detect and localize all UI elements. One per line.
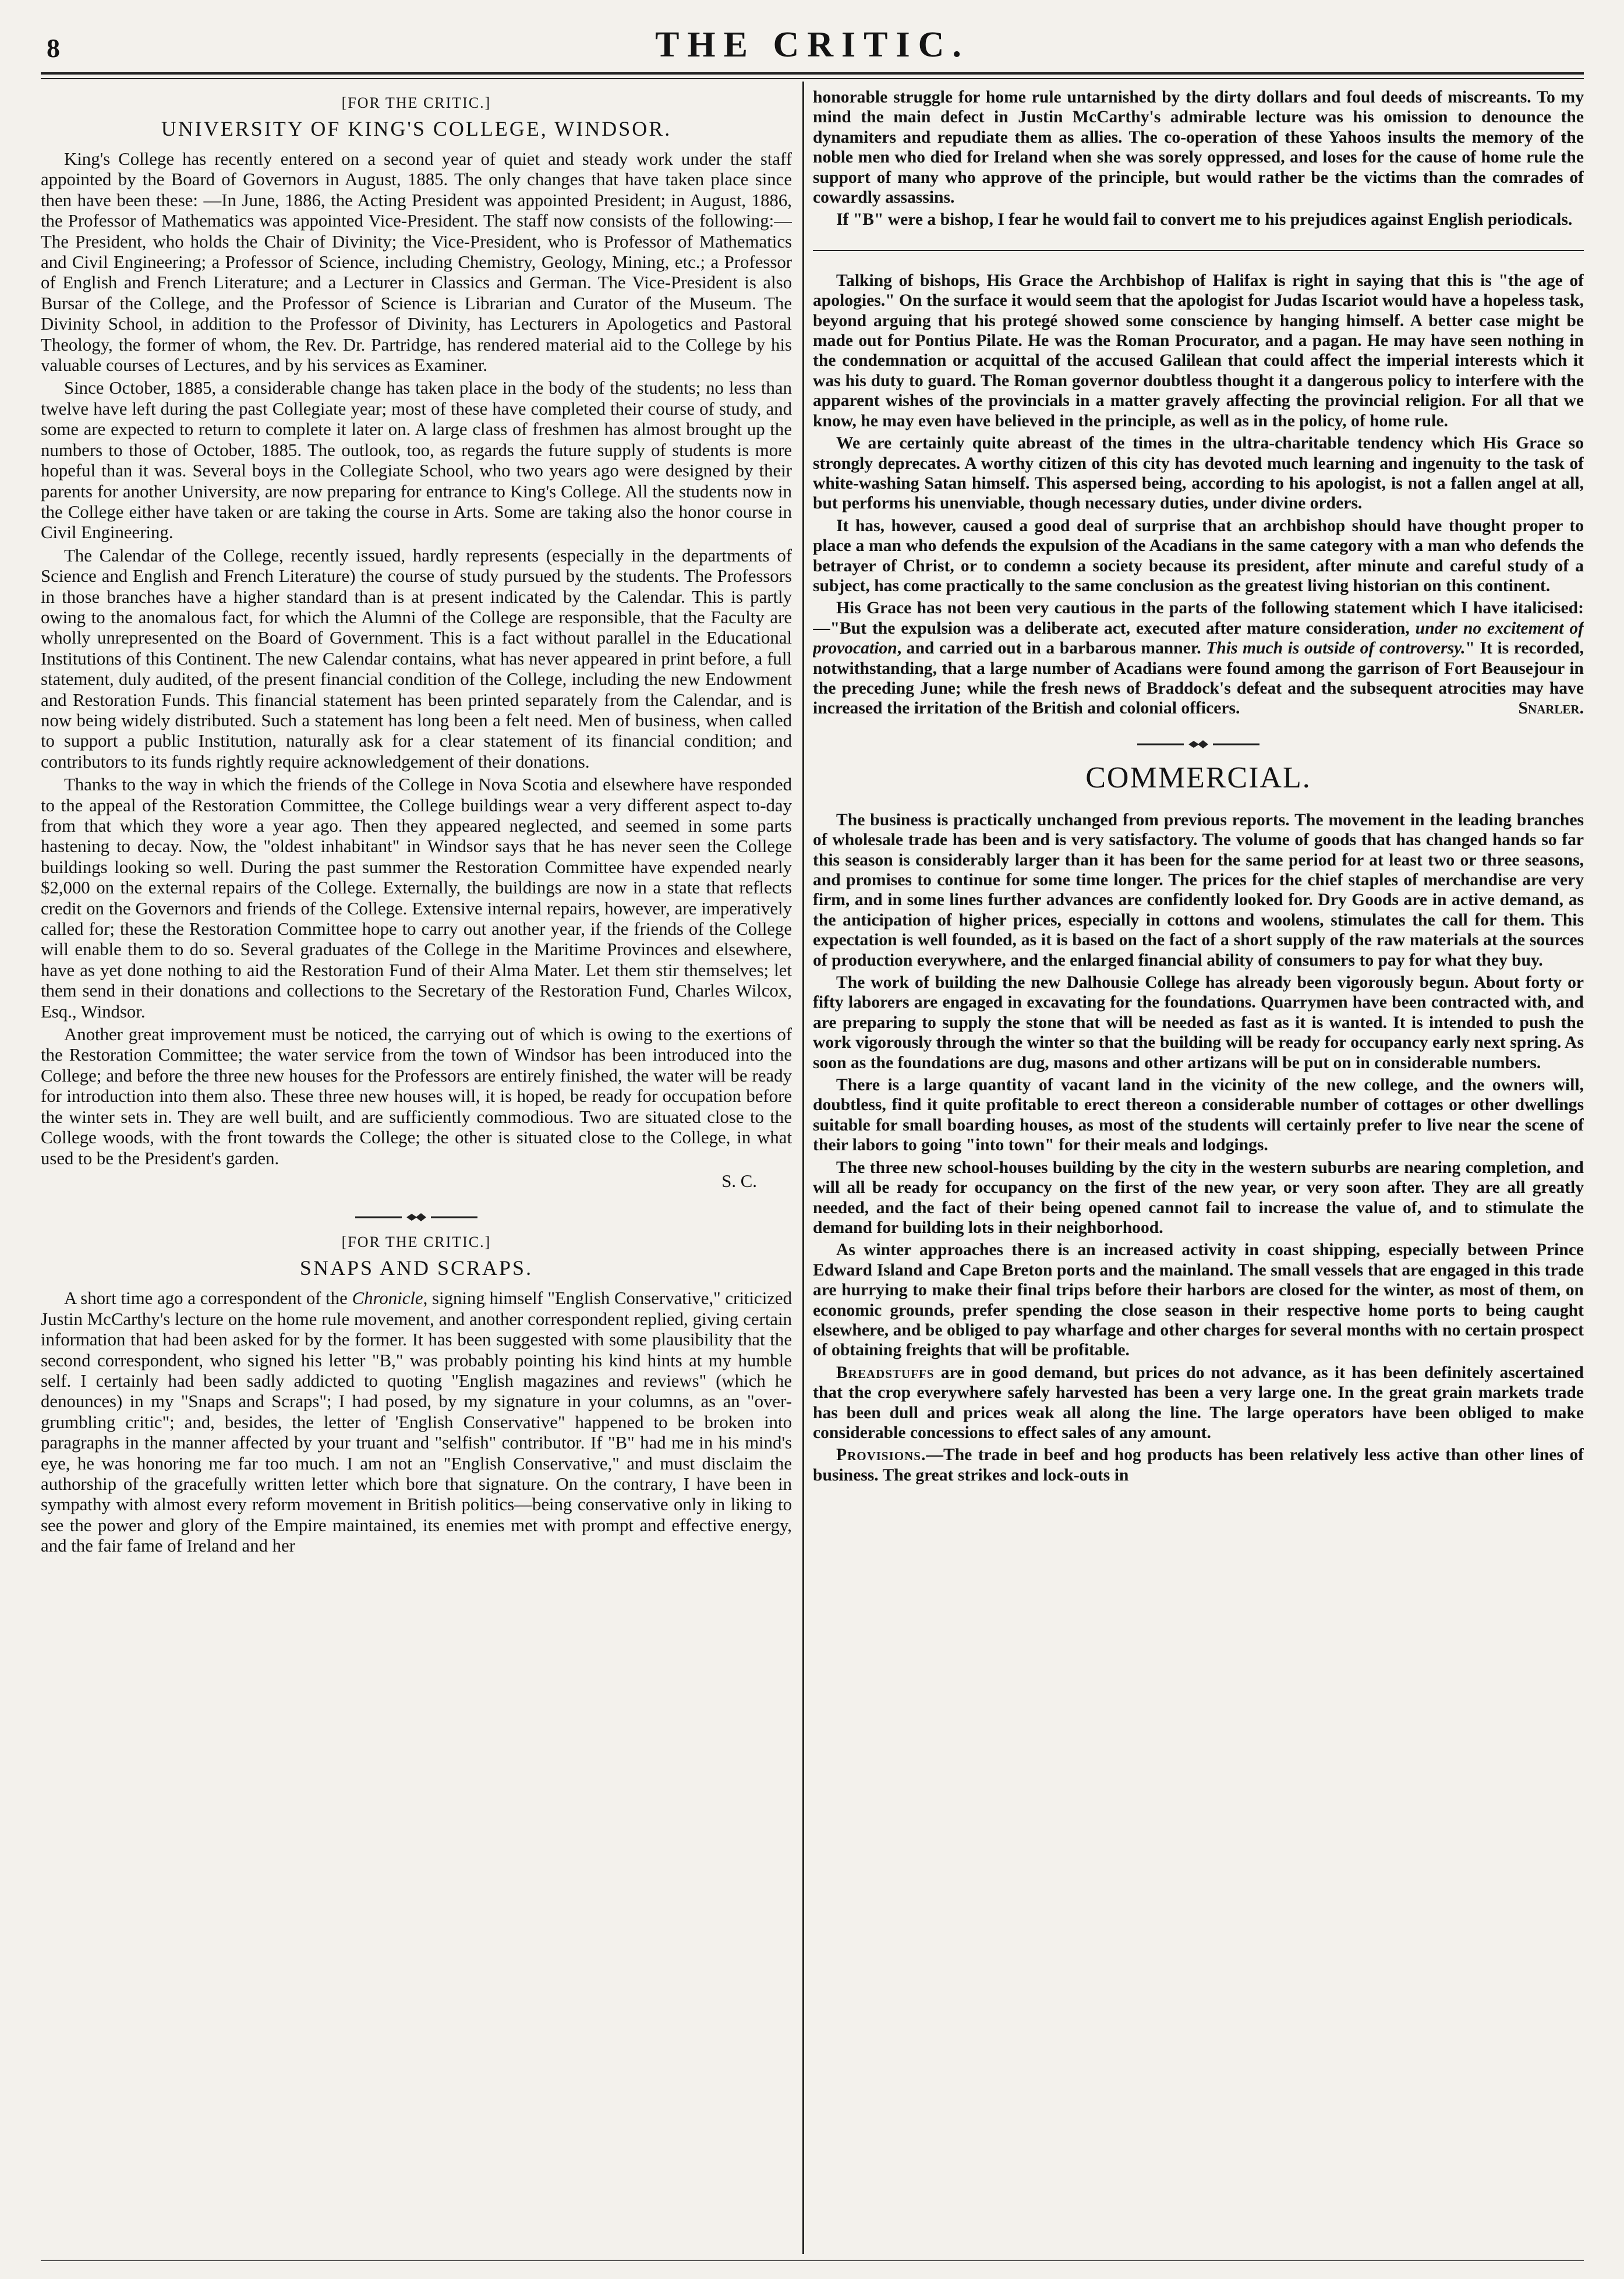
article-paragraph: The work of building the new Dalhousie College has already been vigorously begun. About forty or fifty laborers are engaged in excavating for the foundations. Quarrymen have been contracted with, and are preparing to supply the stone that will be needed as fast as it is wanted. It is intended to push the work vigorously through the winter so that the building will be ready for occupancy early next spring. As soon as the foundations are dug, masons and other artizans will be put on in considerable numbers. <box>813 973 1584 1072</box>
article-paragraph: It has, however, caused a good deal of surprise that an archbishop should have thought proper to place a man who defends the expulsion of the Acadians in the same category with a man who defends the betrayer of Christ, or to condemn a society because its president, after minute and careful study of a subject, has come practically to the same conclusion as the greatest living historian on this continent. <box>813 516 1584 595</box>
masthead-title: THE CRITIC. <box>655 25 970 65</box>
article-paragraph: If "B" were a bishop, I fear he would fail to convert me to his prejudices against English periodicals. <box>836 210 1573 229</box>
section-heading-commercial: COMMERCIAL. <box>1085 761 1311 794</box>
article-paragraph: As winter approaches there is an increased activity in coast shipping, especially between Prince Edward Island and Cape Breton ports and the mainland. The small vessels that are engaged in this trade are hurrying to make their final trips before their harbors are closed for the winter, as most of them, on economic grounds, prefer spending the close season in their respective home ports to being caught elsewhere, and be obliged to pay wharfage and other charges for several months with no certain prospect of obtaining freights that will be profitable. <box>813 1241 1584 1360</box>
article-paragraph: Since October, 1885, a considerable change has taken place in the body of the students; no less than twelve have left during the past Collegiate year; most of these have completed their course of study, and some are expected to return to complete it later on. A large class of freshmen has almost brought up the numbers to those of October, 1885. The outlook, too, as regards the future supply of students is more hopeful than it was. Several boys in the Collegiate School, who two years ago were designed by their parents for another University, are now preparing for entrance to King's College. All the students now in the College either have taken or are taking the course in Arts. Some are taking also the honor course in Civil Engineering. <box>41 378 792 543</box>
run-in-heading: Provisions. <box>836 1446 926 1465</box>
article-paragraph: Thanks to the way in which the friends of the College in Nova Scotia and elsewhere have responded to the appeal of the Restoration Committee, the College buildings wear a very different aspect to-day from that which they wore a year ago. Then they appeared neglected, and seemed in some parts hastening to decay. Now, the "oldest inhabitant" in Windsor says that he has never seen the College buildings looking so well. During the past summer the Restoration Committee have expended nearly $2,000 on the external repairs of the College. Externally, the buildings are now in a state that reflects credit on the Governors and friends of the College. Extensive internal repairs, however, are imperatively called for; these the Restoration Committee hope to carry out another year, if the friends of the College will enable them to do so. Several graduates of the College in the Maritime Provinces and elsewhere, have as yet done nothing to aid the Restoration Fund of their Alma Mater. Let them stir themselves; let them send in their donations and collections to the Secretary of the Restoration Fund, Charles Wilcox, Esq., Windsor. <box>41 775 792 1022</box>
article-paragraph: We are certainly quite abreast of the times in the ultra-charitable tendency which His Grace so strongly deprecates. A worthy citizen of this city has devoted much learning and ingenuity to the task of white-washing Satan himself. This aspersed being, according to his apologist, is not a fallen angel at all, but performs his unenviable, though necessary duties, under divine orders. <box>813 434 1584 513</box>
header-rule-thin <box>41 78 1584 79</box>
article-paragraph: The Calendar of the College, recently issued, hardly represents (especially in the departments of Science and English and French Literature) the course of study pursued by the students. The Professors in those branches have a higher standard than is at present indicated by the Calendar. This is partly owing to the anomalous fact, for which the Alumni of the College are responsible, that the Faculty are wholly unrepresented on the Board of Government. This is a fact without parallel in the Educational Institutions of this Continent. The new Calendar contains, what has never appeared in print before, a full statement, duly audited, of the present financial condition of the College, including the new Endowment and Restoration Funds. This financial statement has been printed separately from the Calendar, and is now being widely distributed. Such a statement has long been a felt need. Men of business, when called to support a public Institution, naturally ask for a clear statement of its financial condition; and contributors to its funds rightly require acknowledgement of their donations. <box>41 545 792 772</box>
article-paragraph: The business is practically unchanged from previous reports. The movement in the leading branches of wholesale trade has been and is very satisfactory. The volume of goods that has changed hands so far this season is considerably larger than it has been for the same period for at least two or three seasons, and promises to continue for some time longer. The prices for the chief staples of merchandise are very firm, and in some lines further advances are confidently looked for. Dry Goods are in active demand, as the anticipation of higher prices, especially in cottons and woolens, stimulates the call for them. This expectation is well founded, as it is based on the fact of a short supply of the raw materials at the sources of production everywhere, and the enlarged financial ability of consumers to pay for what they buy. <box>813 810 1584 970</box>
section-ornament <box>355 1211 477 1223</box>
article-paragraph: Provisions.—The trade in beef and hog products has been relatively less active than other lines of business. The great strikes and lock-outs in <box>813 1446 1584 1485</box>
article-signature: Snarler. <box>1518 699 1584 718</box>
section-rule <box>813 250 1584 251</box>
article-paragraph: The three new school-houses building by the city in the western suburbs are nearing completion, and will all be ready for occupancy on the first of the new year, or very soon after. They are all greatly needed, and the fact of their being opened cannot fail to increase the value of, and to stimulate the demand for building lots in their neighborhood. <box>813 1158 1584 1237</box>
article-paragraph: honorable struggle for home rule untarnished by the dirty dollars and foul deeds of miscreants. To my mind the main defect in Justin McCarthy's admirable lecture was his omission to denounce the dynamiters and repudiate them as allies. The co-operation of these Yahoos insults the memory of the noble men who died for Ireland when she was sorely oppressed, and loses for the cause of home rule the support of many who approve of the principle, but would rather be the victims than the comrades of cowardly assassins. <box>813 88 1584 207</box>
footer-rule <box>41 2260 1584 2261</box>
section-ornament <box>1137 739 1259 750</box>
article-credit: [FOR THE CRITIC.] <box>341 94 491 111</box>
page-header <box>41 21 1584 68</box>
article-paragraph: There is a large quantity of vacant land in the vicinity of the new college, and the owners will, doubtless, find it quite profitable to erect thereon a considerable number of cottages or other dwellings suitable for small boarding houses, as most of the students will certainly prefer to live near the scene of their labors to going "into town" for their meals and lodgings. <box>813 1076 1584 1155</box>
article-signature: S. C. <box>721 1171 757 1191</box>
left-column <box>41 87 792 2260</box>
article-paragraph: His Grace has not been very cautious in the parts of the following statement which I have italicised:—"But the expulsion was a deliberate act, executed after mature consideration, under no excitement of provocation, and carried out in a barbarous manner. This much is outside of controversy." It is recorded, notwithstanding, that a large number of Acadians were found among the garrison of Fort Beausejour in the preceding June; while the fresh news of Braddock's defeat and the subsequent atrocities may have increased the irritation of the British and colonial officers. Snarler. <box>813 599 1584 718</box>
article-title: SNAPS AND SCRAPS. <box>299 1256 533 1280</box>
column-divider <box>802 82 804 2254</box>
page-number: 8 <box>47 33 60 63</box>
article-paragraph: Another great improvement must be noticed, the carrying out of which is owing to the exertions of the Restoration Committee; the water service from the town of Windsor has been introduced into the College; and before the three new houses for the Professors are entirely finished, the water will be ready for introduction into them also. These three new houses will, it is hoped, be ready for occupation before the winter sets in. They are well built, and are sufficiently commodious. Two are situated close to the College woods, with the front towards the College; the other is situated close to the College, in what used to be the President's garden. <box>41 1024 792 1168</box>
right-column <box>813 87 1584 2260</box>
article-credit: [FOR THE CRITIC.] <box>341 1234 491 1251</box>
article-paragraph: Talking of bishops, His Grace the Archbishop of Halifax is right in saying that this is "the age of apologies." On the surface it would seem that the apologist for Judas Iscariot would have a hopeless task, beyond arguing that his protegé showed some conscience by hanging himself. A better case might be made out for Pontius Pilate. He was the Roman Procurator, and a pagan. He may have seen nothing in the condemnation or acquittal of the accused Galilean that could affect the imperial interests which it was his duty to guard. The Roman governor doubtless thought it a dangerous policy to interfere with the apparent wishes of the provincials in a matter gravely affecting the provincial religion. For all that we know, he may even have believed in the principle, as well as in the policy, of home rule. <box>813 271 1584 430</box>
article-paragraph: Breadstuffs are in good demand, but prices do not advance, as it has been definitely ascertained that the crop everywhere safely harvested has been a very large one. In the great grain markets trade has been dull and prices weak all along the line. The large operators have been obliged to make considerable concessions to effect sales of any amount. <box>813 1363 1584 1442</box>
run-in-heading: Breadstuffs <box>836 1363 935 1382</box>
article-title: UNIVERSITY OF KING'S COLLEGE, WINDSOR. <box>161 117 672 140</box>
header-rule <box>41 72 1584 75</box>
article-paragraph: A short time ago a correspondent of the Chronicle, signing himself "English Conservative," criticized Justin McCarthy's lecture on the home rule movement, and another correspondent replied, giving certain information that had been asked for by the former. It has been suggested with some plausibility that the second correspondent, who signed his letter "B," was probably pointing his kind hints at my humble self. I certainly had been sadly addicted to quoting "English magazines and reviews" (which he denounces) in my "Snaps and Scraps"; I had posed, by my signature in your columns, as an "over-grumbling critic"; and, besides, the letter of 'English Conservative" happened to be broken into paragraphs in the manner affected by your truant and "selfish" contributor. If "B" had me in his mind's eye, he was honoring me far too much. I am not an "English Conservative," and must disclaim the authorship of the gracefully written letter which bore that signature. On the contrary, I have been in sympathy with almost every reform movement in British politics—being conservative only in liking to see the power and glory of the Empire maintained, its enemies met with prompt and effective energy, and the fair fame of Ireland and her <box>41 1288 792 1556</box>
article-paragraph: King's College has recently entered on a second year of quiet and steady work under the staff appointed by the Board of Governors in August, 1885. The only changes that have taken place since then have been these: —In June, 1886, the Acting President was appointed President; in August, 1886, the Professor of Mathematics was appointed Vice-President. The staff now consists of the following:—The President, who holds the Chair of Divinity; the Vice-President, who is Professor of Mathematics and Civil Engineering; a Professor of Science, including Chemistry, Geology, Mining, etc.; a Professor of English and French Literature; and a Lecturer in Classics and German. The Vice-President is also Bursar of the College, and the Professor of Science is Librarian and Curator of the Museum. The Divinity School, in addition to the Professor of Divinity, has Lecturers in Apologetics and Pastoral Theology, the former of whom, the Rev. Dr. Partridge, has rendered material aid to the College by his valuable courses of Lectures, and by his services as Examiner. <box>41 149 792 376</box>
